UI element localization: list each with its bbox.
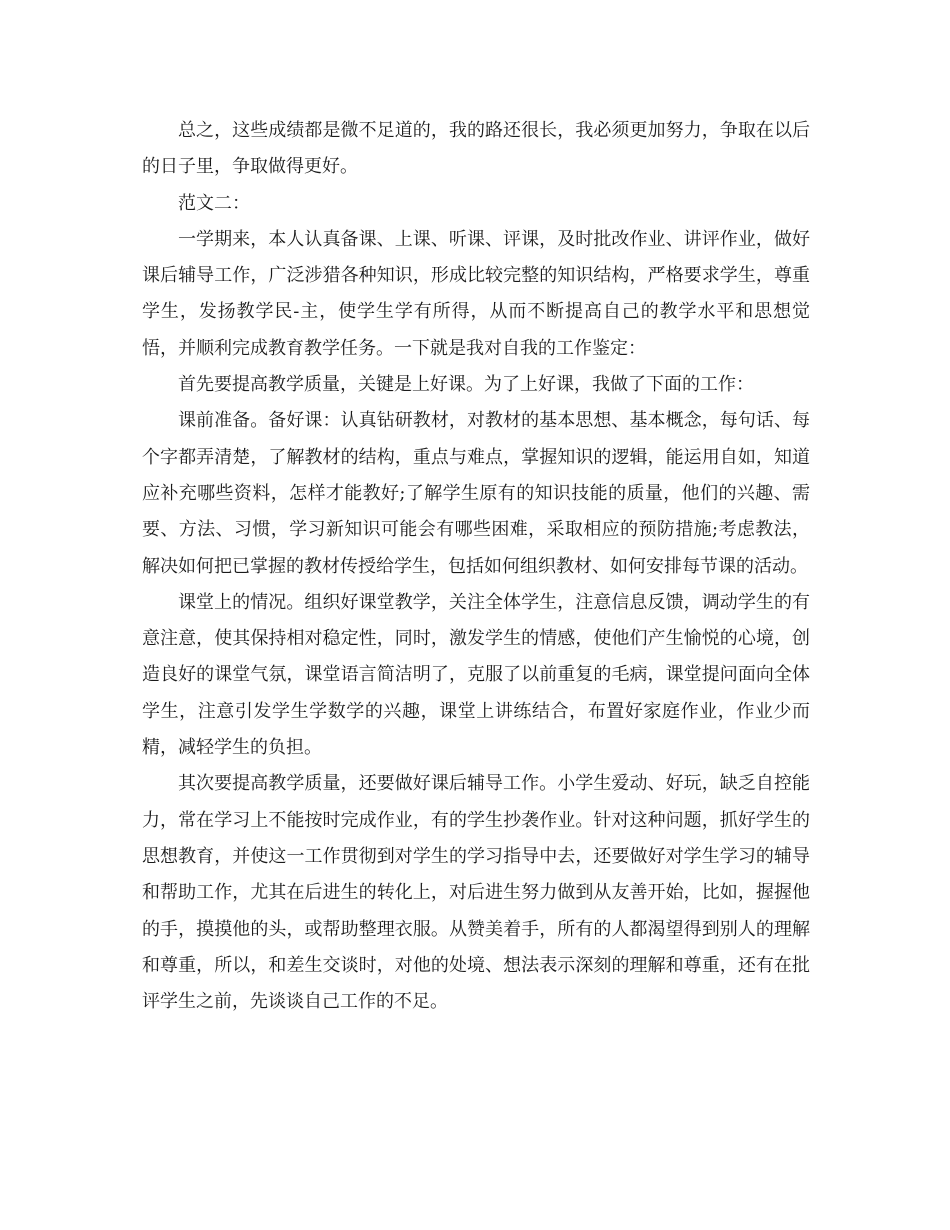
paragraph-classroom-situation: 课堂上的情况。组织好课堂教学，关注全体学生，注意信息反馈，调动学生的有意注意，使其保持相对稳定性，同时，激发学生的情感，使他们产生愉悦的心境，创造良好的课堂气氛，课堂语言简洁明了，克服了以前重复的毛病，课堂提问面向全体学生，注意引发学生学数学的兴趣，课堂上讲练结合，布置好家庭作业，作业少而精，减轻学生的负担。	[142, 591, 810, 759]
paragraph-sample-two-heading: 范文二：	[178, 192, 250, 214]
paragraph-lesson-preparation: 课前准备。备好课：认真钻研教材，对教材的基本思想、基本概念，每句话、每个字都弄清楚，了解教材的结构，重点与难点，掌握知识的逻辑，能运用自如，知道应补充哪些资料，怎样才能教好;了解学生原有的知识技能的质量，他们的兴趣、需要、方法、习惯，学习新知识可能会有哪些困难，采取相应的预防措施;考虑教法，解决如何把已掌握的教材传授给学生，包括如何组织教材、如何安排每节课的活动。	[142, 410, 810, 577]
paragraph-teaching-quality: 首先要提高教学质量，关键是上好课。为了上好课，我做了下面的工作：	[178, 374, 754, 396]
document-body	[142, 113, 810, 1020]
paragraph-conclusion: 总之，这些成绩都是微不足道的，我的路还很长，我必须更加努力，争取在以后的日子里，争取做得更好。	[142, 120, 810, 178]
paragraph-semester-summary: 一学期来，本人认真备课、上课、听课、评课，及时批改作业、讲评作业，做好课后辅导工作，广泛涉猎各种知识，形成比较完整的知识结构，严格要求学生，尊重学生，发扬教学民-主，使学生学有所得，从而不断提高自己的教学水平和思想觉悟，并顺利完成教育教学任务。一下就是我对自我的工作鉴定：	[142, 228, 810, 359]
paragraph-after-class-tutoring: 其次要提高教学质量，还要做好课后辅导工作。小学生爱动、好玩，缺乏自控能力，常在学习上不能按时完成作业，有的学生抄袭作业。针对这种问题，抓好学生的思想教育，并使这一工作贯彻到对学生的学习指导中去，还要做好对学生学习的辅导和帮助工作，尤其在后进生的转化上，对后进生努力做到从友善开始，比如，握握他的手，摸摸他的头，或帮助整理衣服。从赞美着手，所有的人都渴望得到别人的理解和尊重，所以，和差生交谈时，对他的处境、想法表示深刻的理解和尊重，还有在批评学生之前，先谈谈自己工作的不足。	[142, 773, 810, 1013]
